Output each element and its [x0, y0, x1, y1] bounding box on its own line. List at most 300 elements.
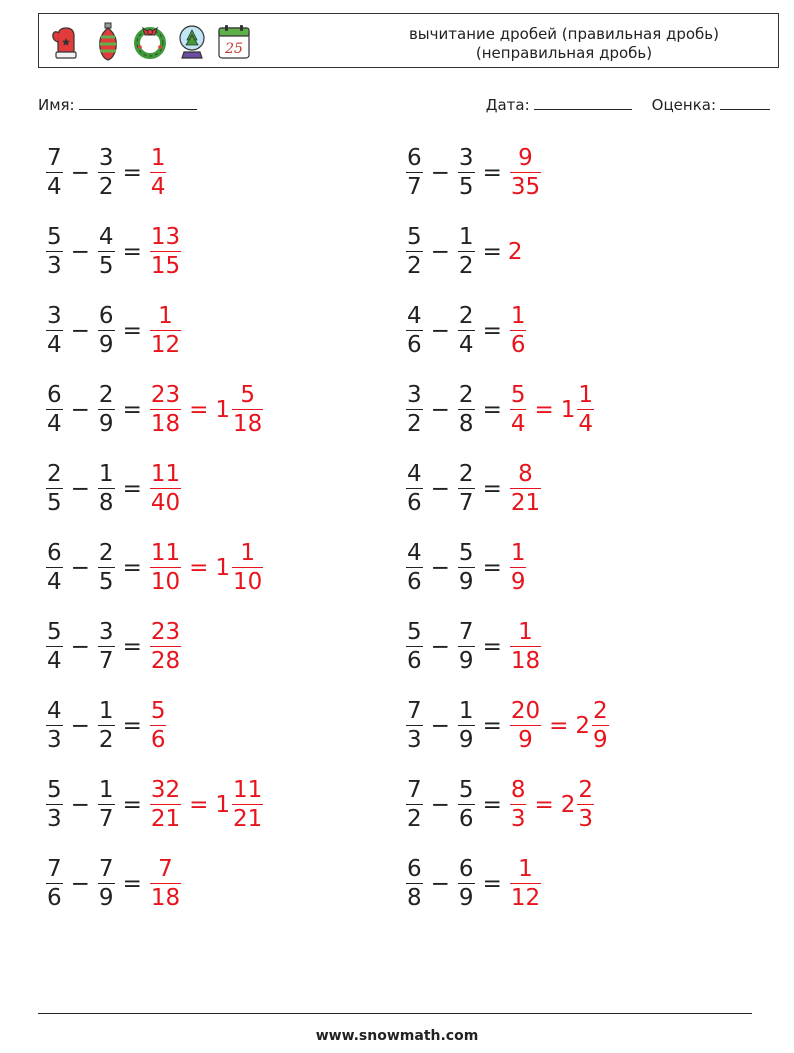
numerator: 20 [510, 697, 541, 724]
numerator: 7 [47, 855, 62, 882]
numerator: 5 [47, 618, 62, 645]
problem-14 [404, 617, 543, 677]
numerator: 4 [407, 539, 422, 566]
denominator: 7 [458, 490, 474, 517]
answer-mixed-whole: 1 [560, 397, 576, 423]
subtrahend-fraction [96, 383, 117, 438]
fraction-bar [232, 567, 263, 569]
numerator: 6 [47, 381, 62, 408]
denominator: 9 [593, 727, 608, 754]
equals-sign: = [482, 318, 502, 344]
denominator: 10 [150, 569, 181, 596]
equals-sign: = [482, 871, 502, 897]
minuend-fraction [404, 541, 425, 596]
numerator: 8 [510, 776, 526, 803]
fraction-bar [98, 646, 115, 648]
subtrahend-fraction [96, 541, 117, 596]
fraction-bar [458, 804, 475, 806]
equals-sign: = [122, 555, 142, 581]
answer-fraction [148, 620, 183, 675]
answer-mixed-fraction [230, 541, 265, 596]
minus-sign: − [430, 555, 450, 581]
numerator: 1 [510, 539, 526, 566]
problem-19 [44, 854, 183, 914]
minus-sign: − [70, 713, 90, 739]
problem-1 [44, 143, 168, 203]
denominator: 15 [150, 253, 181, 280]
fraction-bar [458, 725, 475, 727]
fraction-bar [46, 409, 63, 411]
answer-fraction [148, 225, 183, 280]
answer-mixed-whole: 2 [575, 713, 591, 739]
fraction-bar [406, 646, 423, 648]
numerator: 23 [150, 618, 181, 645]
denominator: 18 [510, 648, 541, 675]
equals-sign: = [482, 792, 502, 818]
equals-sign: = [534, 397, 554, 423]
numerator: 7 [158, 855, 173, 882]
minuend-fraction [404, 146, 425, 201]
equals-sign: = [482, 476, 502, 502]
minuend-fraction [44, 699, 65, 754]
answer-mixed-whole: 1 [215, 397, 231, 423]
fraction-bar [406, 883, 423, 885]
denominator: 7 [98, 806, 114, 833]
fraction-bar [592, 725, 609, 727]
numerator: 8 [518, 460, 533, 487]
answer-fraction [148, 778, 183, 833]
answer-fraction [148, 857, 183, 912]
minus-sign: − [430, 239, 450, 265]
answer-fraction [148, 304, 183, 359]
fraction-bar [98, 172, 115, 174]
minus-sign: − [430, 634, 450, 660]
answer-mixed-whole: 1 [215, 555, 231, 581]
equals-sign: = [122, 713, 142, 739]
denominator: 18 [233, 411, 263, 438]
denominator: 3 [578, 806, 594, 833]
fraction-bar [46, 804, 63, 806]
numerator: 1 [518, 618, 533, 645]
calendar-number: 25 [225, 41, 243, 57]
denominator: 10 [233, 569, 263, 596]
equals-sign: = [122, 397, 142, 423]
numerator: 2 [98, 381, 114, 408]
equals-sign: = [189, 397, 209, 423]
denominator: 12 [150, 332, 181, 359]
numerator: 2 [47, 460, 62, 487]
minuend-fraction [44, 462, 65, 517]
subtrahend-fraction [96, 620, 117, 675]
denominator: 6 [150, 727, 166, 754]
fraction-bar [46, 725, 63, 727]
numerator: 3 [47, 302, 62, 329]
denominator: 28 [150, 648, 181, 675]
fraction-bar [232, 804, 263, 806]
minuend-fraction [44, 541, 65, 596]
minuend-fraction [44, 225, 65, 280]
subtrahend-fraction [456, 778, 477, 833]
fraction-bar [510, 330, 527, 332]
fraction-bar [406, 804, 423, 806]
denominator: 3 [47, 253, 62, 280]
denominator: 9 [458, 885, 474, 912]
denominator: 3 [407, 727, 422, 754]
grade-label: Оценка: [651, 96, 716, 114]
numerator: 4 [407, 460, 422, 487]
fraction-bar [150, 646, 181, 648]
subtrahend-fraction [456, 225, 477, 280]
denominator: 5 [98, 253, 114, 280]
minus-sign: − [70, 239, 90, 265]
numerator: 2 [458, 381, 474, 408]
answer-fraction [508, 778, 529, 833]
fraction-bar [46, 251, 63, 253]
fraction-bar [458, 251, 475, 253]
fraction-bar [98, 725, 115, 727]
denominator: 6 [407, 569, 422, 596]
answer-mixed-fraction [230, 778, 265, 833]
denominator: 4 [150, 174, 166, 201]
fraction-bar [98, 804, 115, 806]
problem-6 [404, 301, 528, 361]
numerator: 11 [233, 776, 263, 803]
denominator: 8 [458, 411, 474, 438]
minuend-fraction [44, 620, 65, 675]
numerator: 3 [407, 381, 422, 408]
fraction-bar [150, 725, 167, 727]
problem-5 [44, 301, 183, 361]
numerator: 5 [47, 223, 62, 250]
equals-sign: = [122, 871, 142, 897]
fraction-bar [150, 172, 167, 174]
denominator: 2 [458, 253, 474, 280]
problem-11 [44, 538, 265, 598]
denominator: 3 [510, 806, 526, 833]
numerator: 1 [240, 539, 255, 566]
denominator: 6 [407, 332, 422, 359]
fraction-bar [510, 409, 527, 411]
problem-7 [44, 380, 265, 440]
answer-fraction [148, 541, 183, 596]
numerator: 5 [150, 697, 166, 724]
minus-sign: − [70, 160, 90, 186]
answer-fraction [508, 304, 529, 359]
numerator: 1 [158, 302, 173, 329]
denominator: 2 [98, 174, 114, 201]
denominator: 21 [150, 806, 181, 833]
denominator: 8 [407, 885, 422, 912]
equals-sign: = [122, 634, 142, 660]
problem-20 [404, 854, 543, 914]
fraction-bar [98, 488, 115, 490]
fraction-bar [406, 409, 423, 411]
minus-sign: − [430, 713, 450, 739]
numerator: 2 [578, 776, 594, 803]
denominator: 18 [150, 885, 181, 912]
minus-sign: − [430, 476, 450, 502]
denominator: 6 [407, 490, 422, 517]
minus-sign: − [70, 792, 90, 818]
minus-sign: − [430, 397, 450, 423]
subtrahend-fraction [456, 383, 477, 438]
numerator: 2 [593, 697, 608, 724]
denominator: 5 [458, 174, 474, 201]
numerator: 5 [407, 618, 422, 645]
minus-sign: − [70, 318, 90, 344]
numerator: 1 [518, 855, 533, 882]
denominator: 9 [510, 569, 526, 596]
denominator: 5 [98, 569, 114, 596]
fraction-bar [46, 646, 63, 648]
numerator: 6 [407, 855, 422, 882]
answer-whole: 2 [507, 239, 523, 265]
fraction-bar [46, 883, 63, 885]
fraction-bar [406, 725, 423, 727]
minus-sign: − [430, 318, 450, 344]
answer-fraction [148, 383, 183, 438]
numerator: 5 [458, 776, 474, 803]
fraction-bar [458, 567, 475, 569]
footer-rule [38, 1013, 752, 1014]
denominator: 2 [407, 253, 422, 280]
fraction-bar [406, 330, 423, 332]
fraction-bar [406, 488, 423, 490]
subtrahend-fraction [96, 857, 117, 912]
numerator: 7 [407, 697, 422, 724]
numerator: 1 [98, 697, 114, 724]
answer-fraction [508, 462, 543, 517]
numerator: 1 [458, 223, 474, 250]
problem-4 [404, 222, 522, 282]
equals-sign: = [482, 239, 502, 265]
answer-fraction [508, 857, 543, 912]
equals-sign: = [482, 397, 502, 423]
denominator: 7 [407, 174, 422, 201]
numerator: 23 [150, 381, 181, 408]
answer-fraction [508, 146, 543, 201]
fraction-bar [510, 883, 541, 885]
fraction-bar [98, 883, 115, 885]
numerator: 11 [150, 539, 181, 566]
denominator: 4 [47, 648, 62, 675]
fraction-bar [458, 330, 475, 332]
fraction-bar [458, 646, 475, 648]
footer-url: www.snowmath.com [315, 1028, 479, 1044]
numerator: 7 [458, 618, 474, 645]
minus-sign: − [70, 476, 90, 502]
subtrahend-fraction [456, 699, 477, 754]
answer-fraction [508, 620, 543, 675]
fraction-bar [406, 172, 423, 174]
minuend-fraction [44, 778, 65, 833]
answer-fraction [148, 699, 169, 754]
minuend-fraction [44, 304, 65, 359]
denominator: 21 [510, 490, 541, 517]
equals-sign: = [189, 555, 209, 581]
fraction-bar [46, 330, 63, 332]
problem-17 [44, 775, 265, 835]
answer-mixed-fraction [575, 383, 596, 438]
numerator: 2 [98, 539, 114, 566]
denominator: 12 [510, 885, 541, 912]
minus-sign: − [70, 555, 90, 581]
fraction-bar [510, 567, 527, 569]
denominator: 5 [47, 490, 62, 517]
denominator: 2 [407, 806, 422, 833]
equals-sign: = [122, 476, 142, 502]
fraction-bar [150, 488, 181, 490]
problem-16 [404, 696, 611, 756]
answer-mixed-whole: 2 [560, 792, 576, 818]
fraction-bar [46, 172, 63, 174]
numerator: 3 [98, 144, 114, 171]
fraction-bar [510, 488, 541, 490]
minuend-fraction [404, 620, 425, 675]
numerator: 5 [240, 381, 255, 408]
equals-sign: = [122, 160, 142, 186]
denominator: 4 [47, 569, 62, 596]
subtrahend-fraction [96, 778, 117, 833]
denominator: 8 [98, 490, 114, 517]
fraction-bar [150, 251, 181, 253]
equals-sign: = [482, 634, 502, 660]
subtrahend-fraction [456, 304, 477, 359]
denominator: 18 [150, 411, 181, 438]
subtrahend-fraction [96, 146, 117, 201]
fraction-bar [150, 804, 181, 806]
numerator: 5 [510, 381, 526, 408]
numerator: 1 [98, 776, 114, 803]
numerator: 5 [458, 539, 474, 566]
equals-sign: = [122, 239, 142, 265]
numerator: 1 [510, 302, 526, 329]
numerator: 6 [407, 144, 422, 171]
numerator: 5 [407, 223, 422, 250]
problem-8 [404, 380, 596, 440]
fraction-bar [510, 725, 541, 727]
minus-sign: − [430, 160, 450, 186]
equals-sign: = [482, 555, 502, 581]
denominator: 4 [510, 411, 526, 438]
fraction-bar [150, 883, 181, 885]
numerator: 7 [407, 776, 422, 803]
date-label: Дата: [485, 96, 530, 114]
fraction-bar [510, 804, 527, 806]
denominator: 9 [518, 727, 533, 754]
subtrahend-fraction [456, 620, 477, 675]
denominator: 9 [458, 648, 474, 675]
minuend-fraction [404, 225, 425, 280]
numerator: 32 [150, 776, 181, 803]
fraction-bar [150, 409, 181, 411]
fraction-bar [577, 409, 594, 411]
minus-sign: − [70, 634, 90, 660]
numerator: 1 [98, 460, 114, 487]
subtrahend-fraction [96, 225, 117, 280]
minuend-fraction [404, 462, 425, 517]
fraction-bar [98, 330, 115, 332]
denominator: 4 [578, 411, 594, 438]
minuend-fraction [404, 857, 425, 912]
denominator: 6 [47, 885, 62, 912]
denominator: 6 [458, 806, 474, 833]
problem-18 [404, 775, 596, 835]
denominator: 9 [98, 885, 114, 912]
problem-12 [404, 538, 528, 598]
denominator: 4 [47, 332, 62, 359]
title-line-2: (неправильная дробь) [475, 44, 653, 62]
numerator: 2 [458, 460, 474, 487]
answer-mixed-fraction [590, 699, 611, 754]
fraction-bar [98, 567, 115, 569]
fraction-bar [232, 409, 263, 411]
fraction-bar [150, 567, 181, 569]
equals-sign: = [189, 792, 209, 818]
problem-10 [404, 459, 543, 519]
denominator: 6 [407, 648, 422, 675]
denominator: 2 [407, 411, 422, 438]
minus-sign: − [70, 871, 90, 897]
denominator: 9 [98, 411, 114, 438]
fraction-bar [406, 251, 423, 253]
numerator: 2 [458, 302, 474, 329]
fraction-bar [510, 172, 541, 174]
numerator: 6 [458, 855, 474, 882]
denominator: 4 [458, 332, 474, 359]
minuend-fraction [44, 383, 65, 438]
minus-sign: − [430, 792, 450, 818]
equals-sign: = [549, 713, 569, 739]
minuend-fraction [44, 857, 65, 912]
equals-sign: = [122, 318, 142, 344]
answer-mixed-whole: 1 [215, 792, 231, 818]
numerator: 1 [150, 144, 166, 171]
minus-sign: − [430, 871, 450, 897]
fraction-bar [98, 251, 115, 253]
denominator: 21 [233, 806, 263, 833]
numerator: 4 [47, 697, 62, 724]
equals-sign: = [482, 713, 502, 739]
subtrahend-fraction [456, 146, 477, 201]
problem-9 [44, 459, 183, 519]
answer-mixed-fraction [230, 383, 265, 438]
denominator: 7 [98, 648, 114, 675]
denominator: 35 [510, 174, 541, 201]
numerator: 7 [47, 144, 62, 171]
denominator: 40 [150, 490, 181, 517]
fraction-bar [406, 567, 423, 569]
denominator: 4 [47, 411, 62, 438]
subtrahend-fraction [456, 541, 477, 596]
answer-fraction [148, 146, 169, 201]
subtrahend-fraction [456, 857, 477, 912]
answer-fraction [148, 462, 183, 517]
problem-2 [404, 143, 543, 203]
denominator: 2 [98, 727, 114, 754]
numerator: 1 [578, 381, 594, 408]
subtrahend-fraction [96, 462, 117, 517]
numerator: 4 [98, 223, 114, 250]
answer-mixed-fraction [575, 778, 596, 833]
answer-fraction [508, 383, 529, 438]
fraction-bar [458, 883, 475, 885]
minuend-fraction [404, 383, 425, 438]
fraction-bar [458, 409, 475, 411]
denominator: 3 [47, 727, 62, 754]
problem-13 [44, 617, 183, 677]
fraction-bar [577, 804, 594, 806]
